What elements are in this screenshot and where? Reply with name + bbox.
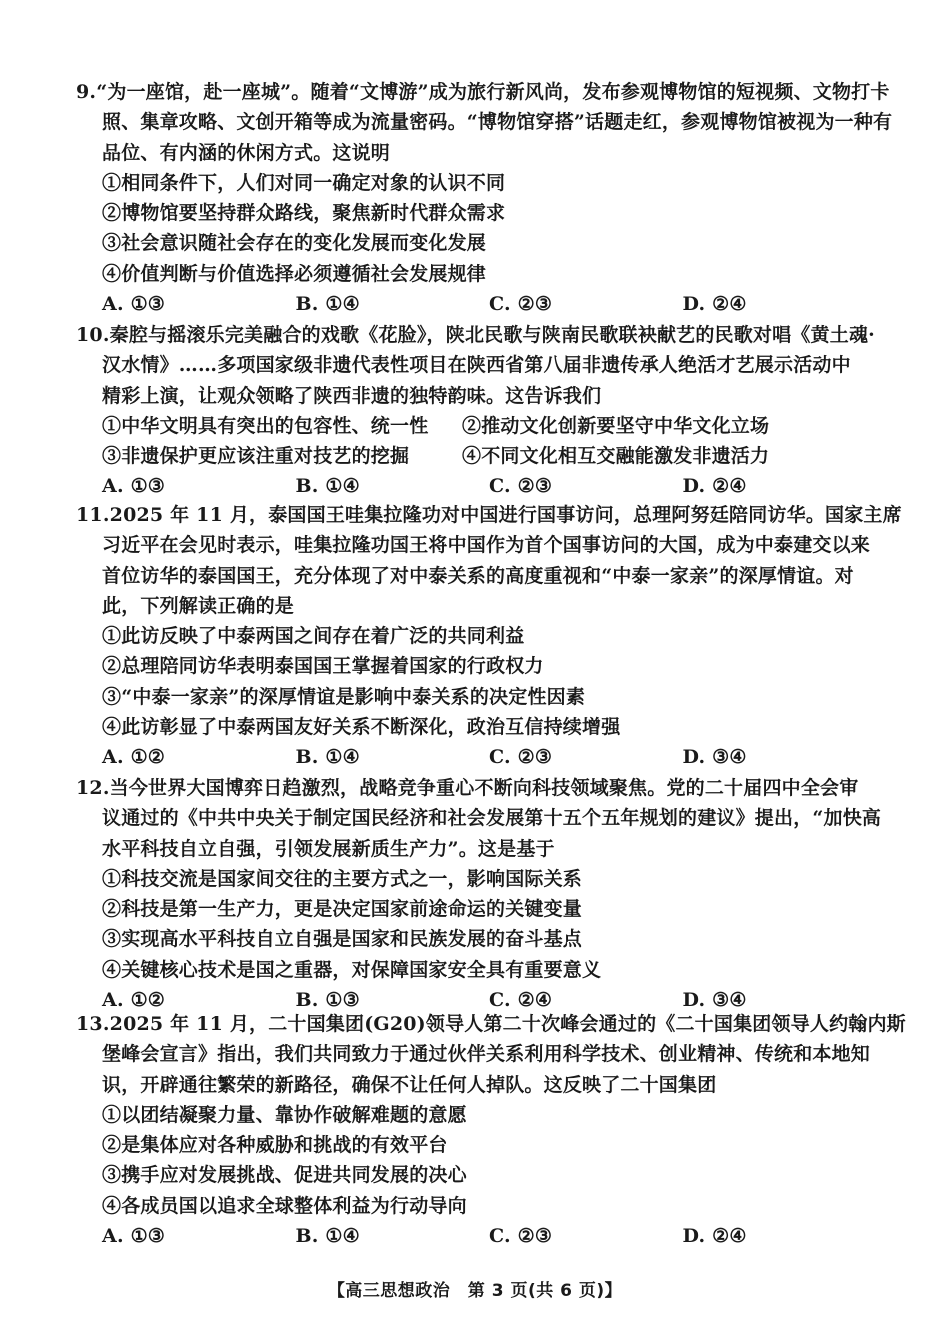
question-stem-line: 水平科技自立自强，引领发展新质生产力”。这是基于 [102,837,555,860]
statement: ④价值判断与价值选择必须遵循社会发展规律 [102,262,487,285]
option-a[interactable]: A. ①③ [102,1225,166,1248]
question-stem-line: 品位、有内涵的休闲方式。这说明 [102,141,391,164]
option-b[interactable]: B. ①④ [295,1225,360,1248]
statement: ②推动文化创新要坚守中华文化立场 [462,414,770,437]
question-stem-line: 识，开辟通往繁荣的新路径，确保不让任何人掉队。这反映了二十国集团 [102,1073,717,1096]
answer-options [76,471,876,501]
option-d[interactable]: D. ③④ [682,989,747,1012]
question-stem-line: 10.秦腔与摇滚乐完美融合的戏歌《花脸》，陕北民歌与陕南民歌联袂献艺的民歌对唱《黄土魂· [76,324,875,346]
question-stem-line: 精彩上演，让观众领略了陕西非遗的独特韵味。这告诉我们 [102,384,602,407]
statement: ②总理陪同访华表明泰国国王掌握着国家的行政权力 [102,655,544,678]
statement: ④各成员国以追求全球整体利益为行动导向 [102,1194,467,1217]
question-stem-line: 11.2025 年 11 月，泰国国王哇集拉隆功对中国进行国事访问，总理阿努廷陪同访华。国家主席 [76,504,902,526]
question-stem-line: 此，下列解读正确的是 [102,594,295,617]
statement: ①相同条件下，人们对同一确定对象的认识不同 [102,171,506,194]
question-stem-line: 照、集章攻略、文创开箱等成为流量密码。“博物馆穿搭”话题走红，参观博物馆被视为一种有 [102,111,893,134]
question-10 [76,320,876,502]
statement: ③非遗保护更应该注重对技艺的挖掘 [102,445,410,468]
option-d[interactable]: D. ②④ [682,293,747,316]
statement: ③携手应对发展挑战、促进共同发展的决心 [102,1164,467,1187]
answer-options [76,289,876,319]
statement: ③“中泰一家亲”的深厚情谊是影响中泰关系的决定性因素 [102,685,586,708]
option-d[interactable]: D. ②④ [682,1225,747,1248]
question-stem-line: 12.当今世界大国博弈日趋激烈，战略竞争重心不断向科技领域聚焦。党的二十届四中全会审 [76,777,859,799]
question-stem-line: 首位访华的泰国国王，充分体现了对中泰关系的高度重视和“中泰一家亲”的深厚情谊。对 [102,564,854,587]
option-a[interactable]: A. ①③ [102,475,166,498]
statement: ①科技交流是国家间交往的主要方式之一，影响国际关系 [102,867,583,890]
option-c[interactable]: C. ②④ [489,989,553,1012]
question-11 [76,500,902,773]
option-b[interactable]: B. ①③ [295,989,360,1012]
question-12 [76,773,882,1015]
question-stem-line: 习近平在会见时表示，哇集拉隆功国王将中国作为首个国事访问的大国，成为中泰建交以来 [102,534,871,557]
question-stem-line: 9.“为一座馆，赴一座城”。随着“文博游”成为旅行新风尚，发布参观博物馆的短视频、文物打卡 [76,81,890,103]
page-footer: 【高三思想政治 第 3 页(共 6 页)】 [327,1281,623,1301]
statement: ①以团结凝聚力量、靠协作破解难题的意愿 [102,1103,467,1126]
statement: ②科技是第一生产力，更是决定国家前途命运的关键变量 [102,898,583,921]
statement: ④此访彰显了中泰两国友好关系不断深化，政治互信持续增强 [102,716,621,739]
question-stem-line: 汉水情》……多项国家级非遗代表性项目在陕西省第八届非遗传承人绝活才艺展示活动中 [102,354,851,377]
statement: ③实现高水平科技自立自强是国家和民族发展的奋斗基点 [102,928,583,951]
statement: ①中华文明具有突出的包容性、统一性 [102,414,429,437]
option-d[interactable]: D. ③④ [682,746,747,769]
statement: ④不同文化相互交融能激发非遗活力 [462,445,770,468]
statement: ①此访反映了中泰两国之间存在着广泛的共同利益 [102,625,525,648]
answer-options [76,1221,876,1251]
option-a[interactable]: A. ①② [102,746,166,769]
answer-options [76,742,876,772]
option-d[interactable]: D. ②④ [682,475,747,498]
statement: ②是集体应对各种威胁和挑战的有效平台 [102,1134,448,1157]
statement: ③社会意识随社会存在的变化发展而变化发展 [102,232,487,255]
statement-row [76,441,876,471]
question-13 [76,1009,906,1251]
statement: ④关键核心技术是国之重器，对保障国家安全具有重要意义 [102,958,602,981]
statement: ②博物馆要坚持群众路线，聚焦新时代群众需求 [102,202,506,225]
option-c[interactable]: C. ②③ [489,475,553,498]
option-c[interactable]: C. ②③ [489,1225,553,1248]
question-stem-line: 堡峰会宣言》指出，我们共同致力于通过伙伴关系利用科学技术、创业精神、传统和本地知 [102,1043,871,1066]
option-b[interactable]: B. ①④ [295,746,360,769]
option-a[interactable]: A. ①② [102,989,166,1012]
question-9 [76,77,893,319]
question-stem-line: 13.2025 年 11 月，二十国集团(G20)领导人第二十次峰会通过的《二十国集团领导人约翰内斯 [76,1013,906,1035]
option-b[interactable]: B. ①④ [295,475,360,498]
option-c[interactable]: C. ②③ [489,746,553,769]
question-stem-line: 议通过的《中共中央关于制定国民经济和社会发展第十五个五年规划的建议》提出，“加快高 [102,807,882,830]
statement-row [76,411,876,441]
option-a[interactable]: A. ①③ [102,293,166,316]
option-c[interactable]: C. ②③ [489,293,553,316]
option-b[interactable]: B. ①④ [295,293,360,316]
